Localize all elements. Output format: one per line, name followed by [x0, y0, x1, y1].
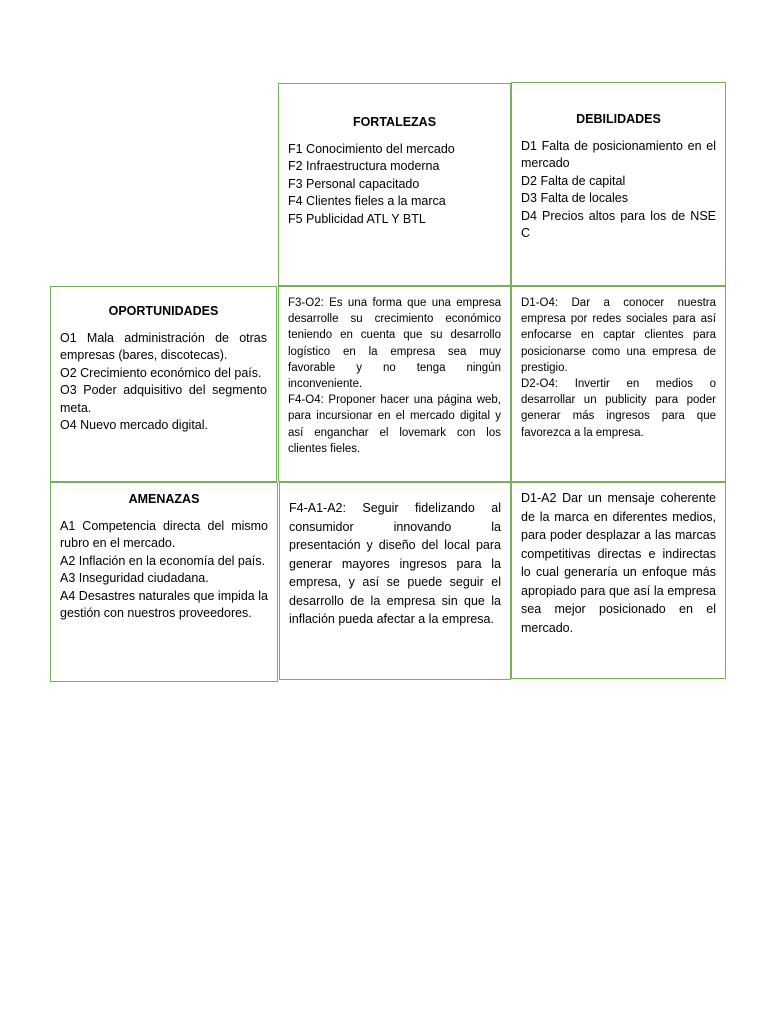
fo-strategies-box [278, 286, 511, 482]
oportunidades-item-2: O2 Crecimiento económico del país. [60, 365, 262, 380]
fortalezas-title: FORTALEZAS [352, 115, 437, 129]
amenazas-item-2: A2 Inflación en la economía del país. [60, 553, 265, 568]
debilidades-item-2: D2 Falta de capital [521, 173, 626, 188]
do-strategies-box [511, 286, 726, 482]
oportunidades-title: OPORTUNIDADES [108, 304, 219, 318]
fortalezas-item-4: F4 Clientes fieles a la marca [288, 194, 446, 208]
fortalezas-item-5: F5 Publicidad ATL Y BTL [288, 211, 426, 226]
debilidades-item-1: D1 Falta de posicionamiento en el mercado [521, 138, 716, 170]
fortalezas-item-2: F2 Infraestructura moderna [288, 159, 440, 173]
oportunidades-item-1: O1 Mala administración de otras empresas (bares, discotecas). [60, 330, 267, 362]
fortalezas-box [278, 83, 511, 286]
debilidades-box [511, 82, 726, 286]
do-strategy-1: D1-O4: Dar a conocer nuestra empresa por redes sociales para así enfocarse en captar clientes para posicionarse como una empresa de prestigio. [521, 297, 716, 374]
fo-strategy-2: F4-O4: Proponer hacer una página web, para incursionar en el mercado digital y así enganchar el lovemark con los clientes fieles. [288, 394, 501, 455]
fo-strategy-1: F3-O2: Es una forma que una empresa desarrolle su crecimiento económico teniendo en cuenta que su desarrollo logístico en la empresa sea muy favorable y no tenga ningún inconveniente. [288, 297, 501, 391]
amenazas-title: AMENAZAS [128, 492, 200, 506]
fa-strategy-text: F4-A1-A2: Seguir fidelizando al consumidor innovando la presentación y diseño del local para generar mayores ingresos para la empresa, y así se puede seguir el desarrollo de la empresa sin que la inflación pueda afectar a la empresa. [289, 501, 501, 626]
amenazas-item-3: A3 Inseguridad ciudadana. [60, 571, 209, 585]
debilidades-item-4: D4 Precios altos para los de NSE C [521, 208, 716, 240]
do-strategy-2: D2-O4: Invertir en medios o desarrollar un publicity para poder generar más ingresos para que favorezca a la empresa. [521, 378, 716, 439]
da-strategy-box [511, 482, 726, 679]
fa-strategy-box [279, 482, 511, 680]
fortalezas-item-3: F3 Personal capacitado [288, 176, 420, 191]
debilidades-item-3: D3 Falta de locales [521, 191, 629, 205]
amenazas-box [50, 482, 278, 682]
da-strategy-text: D1-A2 Dar un mensaje coherente de la marca en diferentes medios, para poder desplazar a las marcas competitivas directas e indirectas lo cual generaría un enfoque más apropiado para que así la empresa sea mejor posicionado en el mercado. [521, 491, 716, 635]
oportunidades-item-3: O3 Poder adquisitivo del segmento meta. [60, 383, 267, 415]
oportunidades-box [50, 286, 277, 482]
amenazas-item-4: A4 Desastres naturales que impida la gestión con nuestros proveedores. [60, 588, 268, 620]
oportunidades-item-4: O4 Nuevo mercado digital. [60, 418, 208, 432]
debilidades-title: DEBILIDADES [576, 112, 661, 126]
amenazas-item-1: A1 Competencia directa del mismo rubro en el mercado. [60, 518, 268, 550]
fortalezas-item-1: F1 Conocimiento del mercado [288, 141, 455, 156]
